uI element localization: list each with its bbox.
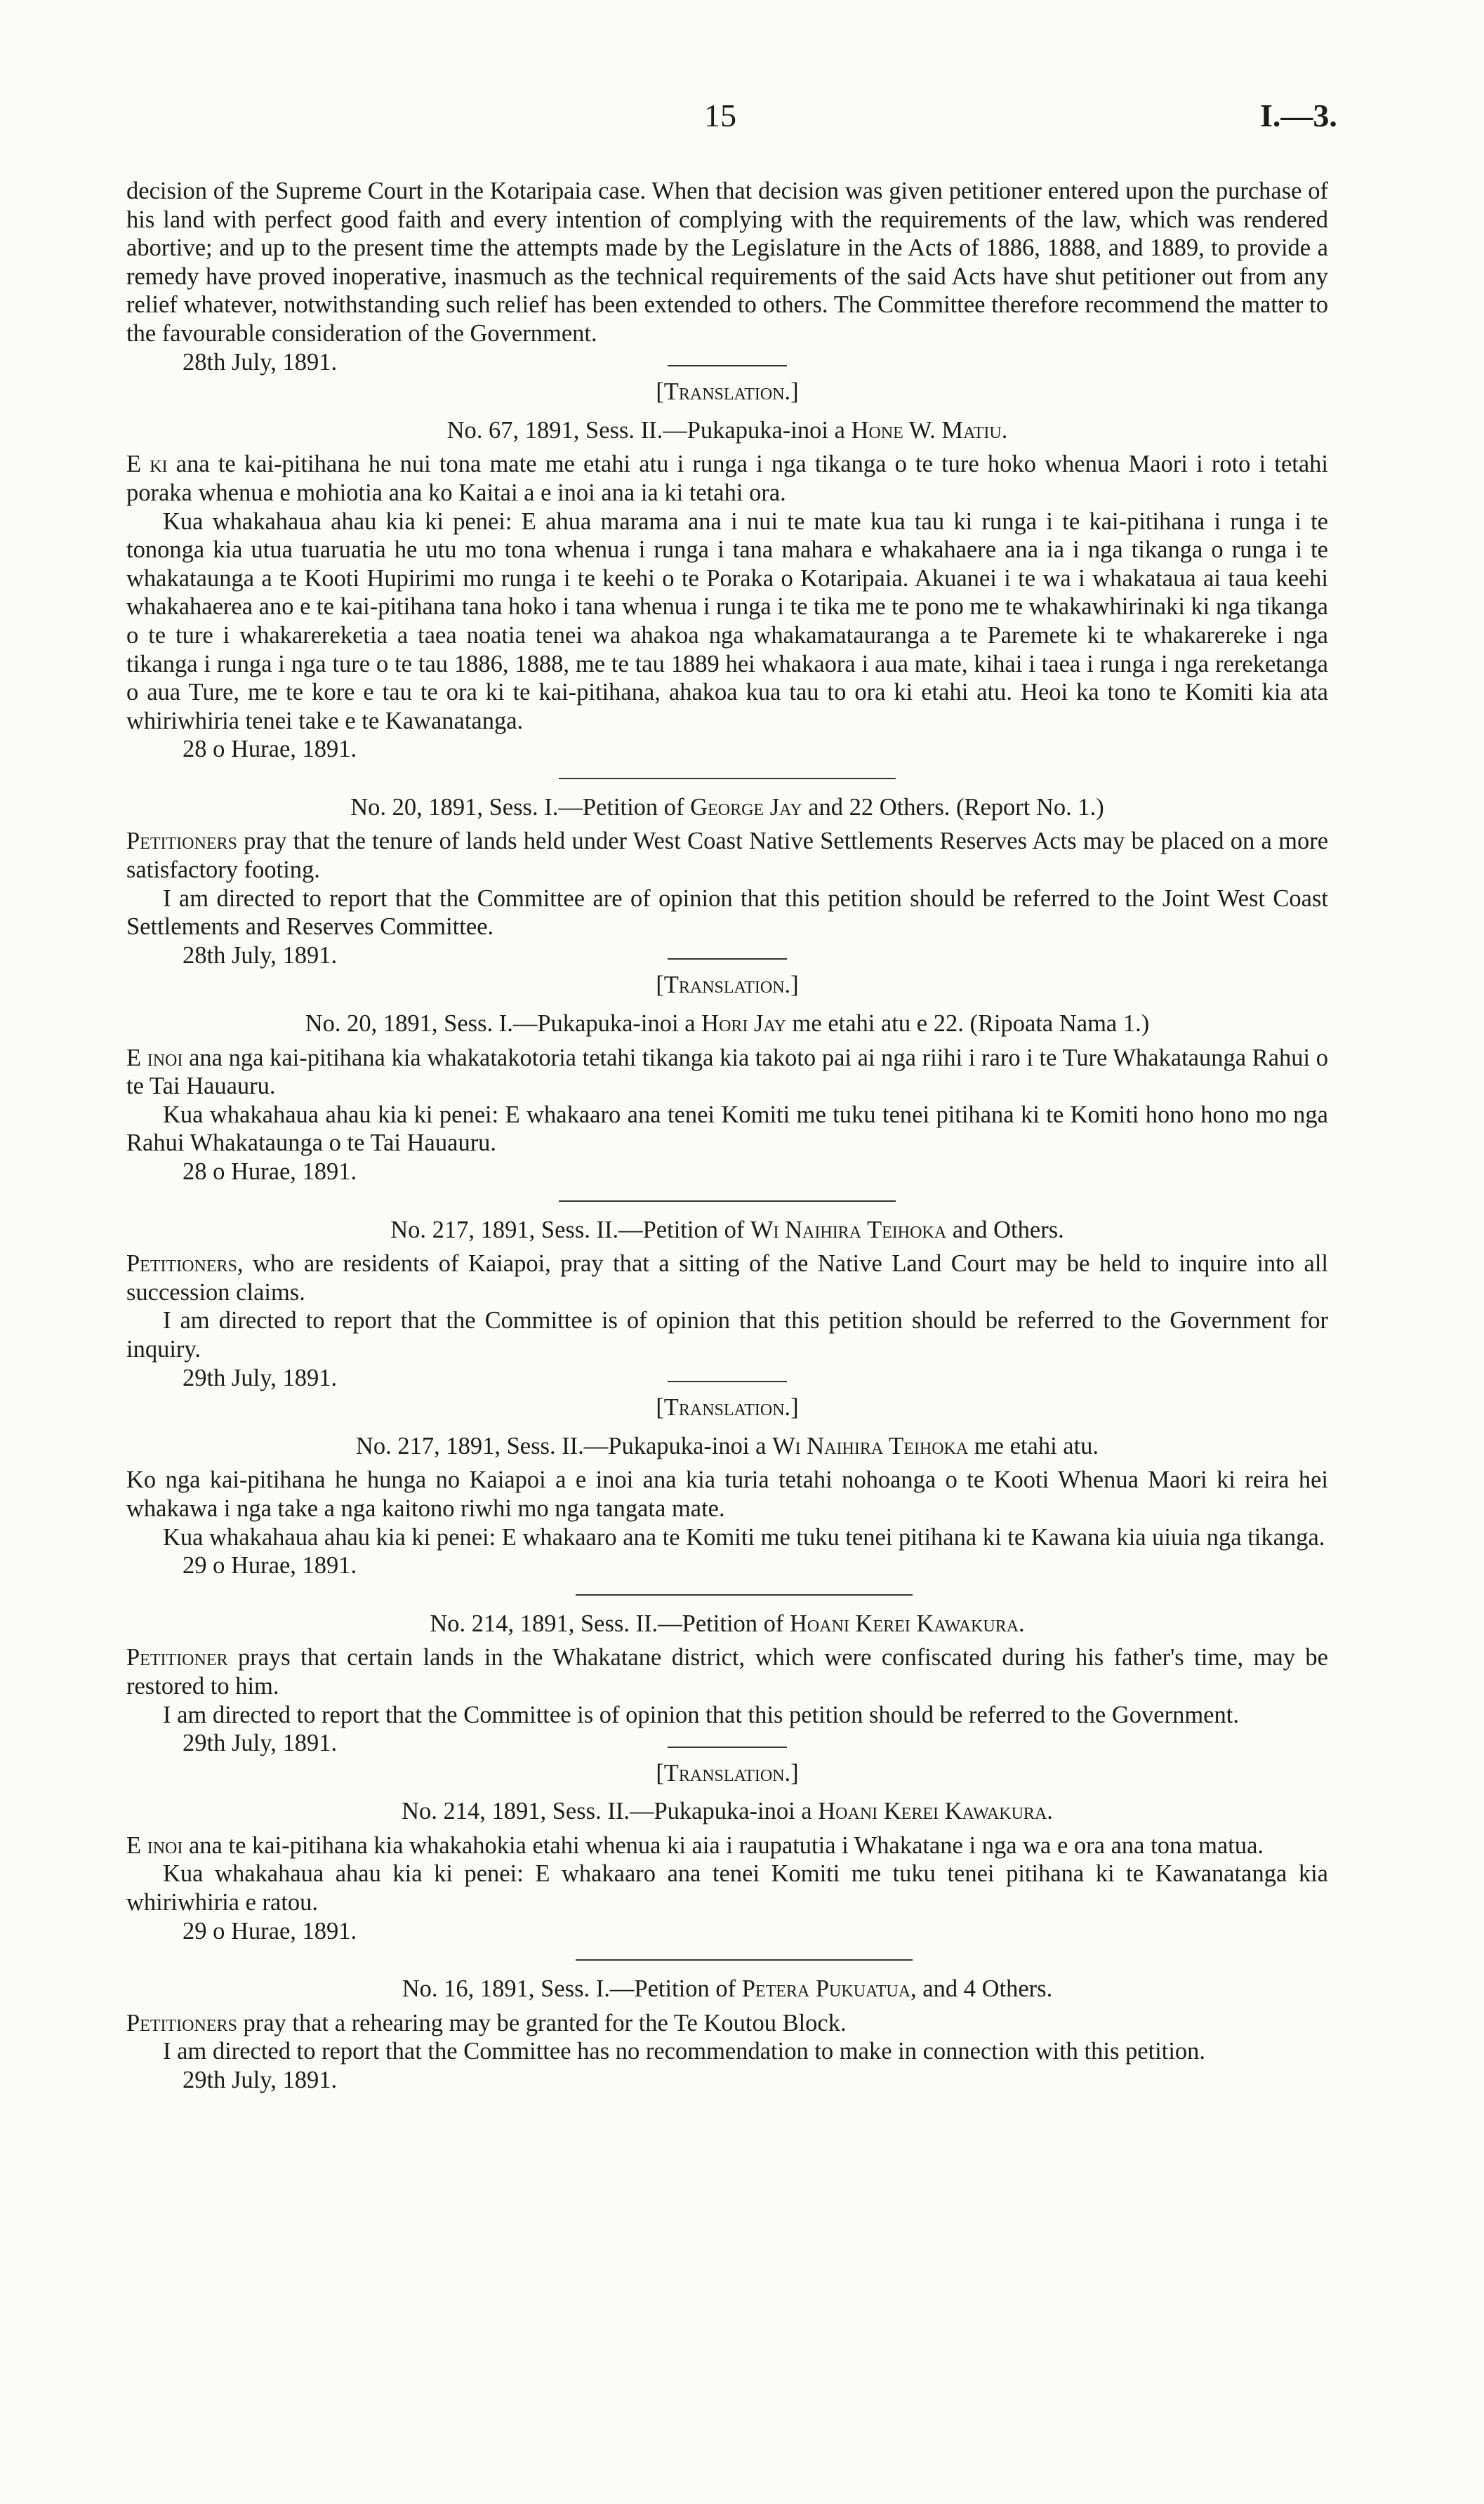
report-date: 29th July, 1891. (183, 1364, 338, 1391)
heading-suffix: me etahi atu. (974, 1432, 1099, 1459)
translation-paragraph: Kua whakahaua ahau kia ki penei: E whakaaro ana te Komiti me tuku tenei pitihana ki te Kawana kia uiuia nga tikanga. (163, 1523, 1325, 1551)
report-paragraph: I am directed to report that the Committee is of opinion that this petition should be referred to the Government for inquiry. (126, 1307, 1328, 1363)
heading-suffix: me etahi atu e 22. (Ripoata Nama 1.) (792, 1010, 1150, 1038)
translation-paragraph (126, 450, 1328, 507)
document-body (126, 177, 1328, 2098)
petition-paragraph (126, 1250, 1328, 1306)
lead-words: E inoi (126, 1044, 183, 1071)
paragraph-text: prays that certain lands in the Whakatane district, which were confiscated during his father's time, may be restored to him. (126, 1644, 1328, 1700)
petitioner-name: Hoani Kerei Kawakura. (818, 1798, 1053, 1825)
petition-paragraph (126, 827, 1328, 884)
petitioner-name: Hori Jay (701, 1010, 786, 1038)
lead-words: Petitioners (126, 828, 237, 855)
paragraph-text: who are residents of Kaiapoi, pray that a sitting of the Native Land Court may be held to inquire into all succession claims. (126, 1250, 1328, 1306)
report-paragraph: decision of the Supreme Court in the Kotaripaia case. When that decision was given petitioner entered upon the purchase of his land with perfect good faith and every intention of complying with the requirements of the law, which was rendered abortive; and up to the present time the attempts made by the Legislature in the Acts of 1886, 1888, and 1889, to provide a remedy have proved inoperative, inasmuch as the technical requirements of the said Acts have shut petitioner out from any relief whatever, notwithstanding such relief has been extended to others. The Committee therefore recommend the matter to the favourable consideration of the Government. (126, 178, 1328, 347)
petition-heading (126, 793, 1328, 822)
heading-prefix: No. 214, 1891, Sess. II.—Pukapuka-inoi a (402, 1798, 812, 1825)
petitioner-name: Wi Naihira Teihoka (772, 1432, 969, 1459)
paragraph-text: ana nga kai-pitihana kia whakatakotoria tetahi tikanga kia takoto pai ai nga riihi i raro i te Ture Whakataunga Rahui o te Tai Hauauru. (126, 1044, 1329, 1100)
paragraph-text: pray that the tenure of lands held under West Coast Native Settlements Reserves Acts may be placed on a more satisfactory footing. (126, 828, 1329, 884)
heading-prefix: No. 217, 1891, Sess. II.—Petition of (390, 1216, 745, 1243)
translation-paragraph: Kua whakahaua ahau kia ki penei: E whakaaro ana tenei Komiti me tuku tenei pitihana ki te Komiti hono hono mo nga Rahui Whakataunga o te Tai Hauauru. (126, 1101, 1328, 1157)
translation-label: [Translation.] (656, 972, 799, 999)
lead-words: Petitioners, (126, 1250, 244, 1278)
translation-paragraph: Kua whakahaua ahau kia ki penei: E ahua marama ana i nui te mate kua tau ki runga i te kai-pitihana i runga i te tononga kia utua tuaruatia he utu mo tona whenua i runga i tana mahara e whakahaere ana ia i nga tikanga o runga i te whakataunga a te Kooti Hupirimi mo runga i te keehi o te Poraka o Kotaripaia. Akuanei i te wa i whakataua ai taua keehi whakahaerea ano e te kai-pitihana tana hoko i tana whenua i runga i te tika me te pono me te whakawhirinaki ki nga tikanga o te ture i whakarereketia a taea noatia tenei wa ahakoa nga whakamatauranga a te Paremete ki te whakarereke i nga tikanga i runga i nga ture o te tau 1886, 1888, me te tau 1889 hei whakaora i aua mate, kihai i taea i runga i nga rereketanga o aua Ture, me te kore e tau te ora ki te kai-pitihana, ahakoa kua tau to ora ki etahi atu. Heoi ka tono te Komiti kia ata whiriwhiria tenei take e te Kawanatanga. (126, 508, 1328, 734)
heading-prefix: No. 67, 1891, Sess. II.—Pukapuka-inoi a (446, 416, 845, 444)
petition-heading-maori (126, 1009, 1328, 1038)
page-number: 15 (704, 98, 736, 133)
heading-prefix: No. 20, 1891, Sess. I.—Pukapuka-inoi a (305, 1010, 696, 1038)
document-reference: I.—3. (1260, 98, 1337, 133)
petition-heading (126, 1216, 1328, 1245)
report-date: 28th July, 1891. (183, 348, 338, 376)
petition-67-section (126, 177, 1328, 779)
paragraph-text: pray that a rehearing may be granted for the Te Koutou Block. (243, 2009, 847, 2036)
petition-214-section (126, 1610, 1328, 1961)
translation-paragraph: Ko nga kai-pitihana he hunga no Kaiapoi a e inoi ana kia turia tetahi nohoanga o te Kooti Whenua Maori ki reira hei whakawa i nga take a nga kaitono riwhi mo nga tangata mate. (126, 1466, 1328, 1522)
petition-16-section (126, 1975, 1328, 2094)
translation-date: 29 o Hurae, 1891. (183, 1917, 357, 1945)
report-date: 29th July, 1891. (183, 1730, 338, 1757)
translation-date: 28 o Hurae, 1891. (183, 1158, 357, 1185)
translation-label: [Translation.] (656, 378, 799, 406)
section-divider (559, 778, 896, 779)
petition-heading-maori (126, 1797, 1328, 1826)
short-divider (668, 958, 787, 960)
lead-words: Petitioner (126, 1644, 228, 1671)
petition-paragraph (126, 1643, 1328, 1700)
section-divider (576, 1594, 913, 1596)
translation-paragraph (126, 1831, 1328, 1860)
petition-heading-maori (126, 1432, 1328, 1461)
heading-prefix: No. 217, 1891, Sess. II.—Pukapuka-inoi a (355, 1432, 767, 1459)
petition-heading (126, 1975, 1328, 2003)
lead-words: E inoi (126, 1831, 183, 1859)
paragraph-text: ana te kai-pitihana kia whakahokia etahi whenua ki aia i raupatutia i Whakatane i nga wa e ora ana tona matua. (188, 1831, 1264, 1859)
petition-paragraph (126, 2009, 1328, 2038)
section-divider (559, 1200, 896, 1202)
report-paragraph: I am directed to report that the Committee has no recommendation to make in connection with this petition. (163, 2038, 1206, 2065)
translation-paragraph (126, 1044, 1328, 1101)
heading-suffix: and 4 Others. (922, 1975, 1053, 2003)
report-date: 29th July, 1891. (183, 2067, 338, 2094)
heading-prefix: No. 214, 1891, Sess. II.—Petition of (430, 1610, 784, 1637)
petition-heading (126, 1610, 1328, 1638)
translation-label: [Translation.] (656, 1759, 799, 1787)
petitioner-name: George Jay (690, 793, 802, 821)
translation-date: 29 o Hurae, 1891. (183, 1552, 357, 1579)
petition-217-section (126, 1216, 1328, 1596)
heading-prefix: No. 16, 1891, Sess. I.—Petition of (402, 1975, 736, 2003)
petitioner-name: Petera Pukuatua, (741, 1975, 917, 2003)
petitioner-name: Hone W. Matiu. (851, 416, 1008, 444)
heading-prefix: No. 20, 1891, Sess. I.—Petition of (350, 793, 684, 821)
report-date: 28th July, 1891. (183, 941, 338, 969)
section-divider (576, 1959, 913, 1961)
petitioner-name: Hoani Kerei Kawakura. (790, 1610, 1025, 1637)
report-paragraph: I am directed to report that the Committee are of opinion that this petition should be referred to the Joint West Coast Settlements and Reserves Committee. (126, 885, 1328, 941)
lead-words: Petitioners (126, 2009, 237, 2036)
short-divider (668, 1381, 787, 1382)
translation-label: [Translation.] (656, 1394, 799, 1422)
translation-paragraph: Kua whakahaua ahau kia ki penei: E whakaaro ana tenei Komiti me tuku tenei pitihana ki te Kawanatanga kia whiriwhiria e ratou. (126, 1860, 1328, 1916)
petition-heading-maori (126, 416, 1328, 445)
short-divider (668, 1747, 787, 1748)
short-divider (668, 365, 787, 366)
petitioner-name: Wi Naihira Teihoka (750, 1216, 947, 1243)
paragraph-text: ana te kai-pitihana he nui tona mate me etahi atu i runga i nga tikanga o te ture hoko whenua Maori i roto i tetahi poraka whenua e mohiotia ana ko Kaitai a e inoi ana ia ki tetahi ora. (126, 451, 1328, 506)
heading-suffix: and Others. (952, 1216, 1064, 1243)
lead-words: E ki (126, 451, 168, 478)
petition-20-section (126, 793, 1328, 1202)
report-paragraph: I am directed to report that the Committee is of opinion that this petition should be referred to the Government. (163, 1701, 1239, 1728)
translation-date: 28 o Hurae, 1891. (183, 736, 357, 763)
heading-suffix: and 22 Others. (Report No. 1.) (808, 793, 1104, 821)
